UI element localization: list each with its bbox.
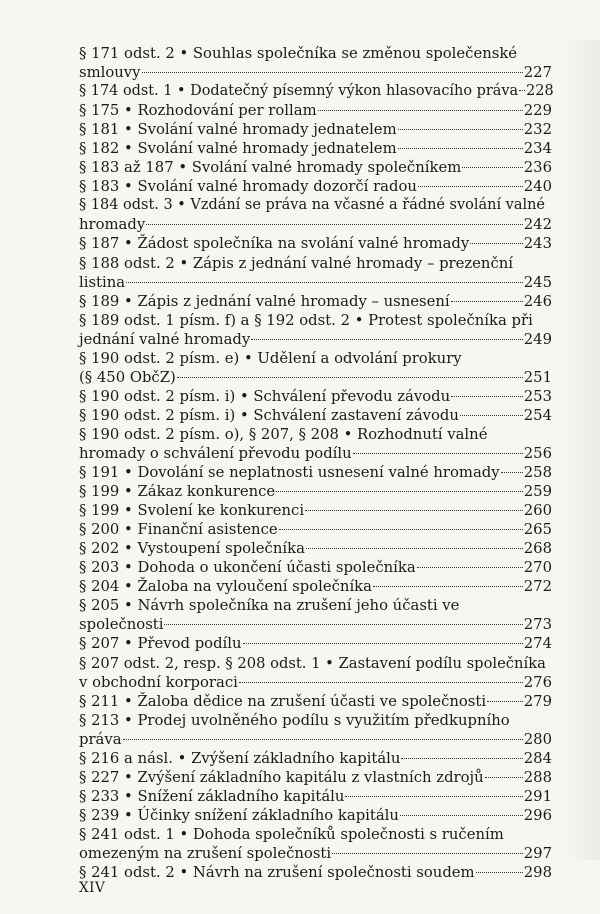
dot-leader <box>373 586 523 587</box>
toc-page-number: 260 <box>523 502 552 520</box>
toc-entry-title: § 183 až 187 • Svolání valné hromady společníkem <box>79 159 462 177</box>
toc-entry-line <box>79 444 552 463</box>
dot-leader <box>305 510 523 511</box>
toc-entry <box>79 654 552 692</box>
toc-page-number: 243 <box>523 235 552 253</box>
toc-page-number: 298 <box>523 864 552 882</box>
toc-entry-title: § 181 • Svolání valné hromady jednatelem <box>79 121 397 139</box>
toc-entry-title: § 207 odst. 2, resp. § 208 odst. 1 • Zastavení podílu společníka <box>79 654 546 672</box>
toc-page-number: 249 <box>523 330 552 348</box>
page-number: XIV <box>79 880 106 896</box>
toc-entry <box>79 787 552 806</box>
toc-page-number: 258 <box>523 464 552 482</box>
toc-entry-line <box>79 349 552 368</box>
toc-page-number: 246 <box>523 292 552 310</box>
toc-entry-title: § 171 odst. 2 • Souhlas společníka se změnou společenské <box>79 45 518 62</box>
toc-entry-title: § 203 • Dohoda o ukončení účasti společníka <box>79 559 416 577</box>
toc-page-number: 227 <box>523 64 552 82</box>
toc-entry <box>79 120 552 139</box>
toc-page-number: 228 <box>526 83 554 100</box>
toc-entry-line <box>79 634 552 653</box>
toc-entry-title: § 239 • Účinky snížení základního kapitálu <box>79 806 399 824</box>
toc-entry-line <box>79 577 552 596</box>
toc-entry-line <box>79 673 552 692</box>
toc-entry-title: § 190 odst. 2 písm. i) • Schválení zastavení závodu <box>79 406 459 424</box>
dot-leader <box>501 472 523 473</box>
toc-entry-line <box>79 768 552 787</box>
toc-entry <box>79 596 552 634</box>
toc-entry-title: § 241 odst. 2 • Návrh na zrušení společnosti soudem <box>79 864 475 882</box>
dot-leader <box>332 853 523 854</box>
toc-entry-title: § 183 • Svolání valné hromady dozorčí radou <box>79 178 417 196</box>
dot-leader <box>146 224 523 225</box>
toc-page-number: 270 <box>523 559 552 577</box>
toc-page-number: 256 <box>523 444 552 462</box>
toc-entry <box>79 539 552 558</box>
dot-leader <box>306 548 523 549</box>
dot-leader <box>460 415 523 416</box>
toc-entry-line <box>79 787 552 806</box>
toc-page-number: 265 <box>523 521 552 539</box>
toc-entry-line <box>79 196 552 215</box>
toc-entry-line <box>79 177 552 196</box>
toc-entry <box>79 711 552 749</box>
dot-leader <box>398 148 523 149</box>
toc-entry-title: § 216 a násl. • Zvýšení základního kapitálu <box>79 749 401 767</box>
toc-entry-line <box>79 692 552 711</box>
toc-entry-title: (§ 450 ObčZ) <box>79 368 176 386</box>
dot-leader <box>462 167 523 168</box>
toc-entry <box>79 196 552 234</box>
dot-leader <box>417 567 523 568</box>
toc-entry-title: § 184 odst. 3 • Vzdání se práva na včasné a řádné svolání valné <box>79 197 545 214</box>
dot-leader <box>239 682 523 683</box>
toc-entry-title: § 190 odst. 2 písm. e) • Udělení a odvolání prokury <box>79 349 462 367</box>
toc-entry-title: hromady <box>79 216 146 234</box>
dot-leader <box>126 282 523 283</box>
dot-leader <box>142 72 523 73</box>
toc-entry-line <box>79 101 552 120</box>
toc-entry <box>79 825 552 863</box>
dot-leader <box>177 377 523 378</box>
toc-entry-title: § 207 • Převod podílu <box>79 635 242 653</box>
toc-entry-line <box>79 120 552 139</box>
toc-entry-line <box>79 273 552 292</box>
toc-entry-title: § 204 • Žaloba na vyloučení společníka <box>79 578 372 596</box>
toc-entry-title: společnosti <box>79 616 164 634</box>
toc-entry-title: § 205 • Návrh společníka na zrušení jeho účasti ve <box>79 597 460 615</box>
toc-page-number: 253 <box>523 387 552 405</box>
toc-entry-title: § 227 • Zvýšení základního kapitálu z vlastních zdrojů <box>79 768 484 786</box>
dot-leader <box>353 453 523 454</box>
toc-entry <box>79 482 552 501</box>
toc-entry-title: § 190 odst. 2 písm. i) • Schválení převodu závodu <box>79 387 451 405</box>
toc-entry-line <box>79 463 552 482</box>
toc-entry <box>79 692 552 711</box>
toc-page-number: 251 <box>523 368 552 386</box>
toc-entry-title: § 233 • Snížení základního kapitálu <box>79 787 345 805</box>
toc-entry <box>79 158 552 177</box>
toc-entry <box>79 425 552 463</box>
toc-entry-title: jednání valné hromady <box>79 330 251 348</box>
toc-entry-line <box>79 749 552 768</box>
toc-entry-line <box>79 558 552 577</box>
toc-entry-title: § 202 • Vystoupení společníka <box>79 540 305 558</box>
dot-leader <box>318 110 523 111</box>
toc-entry-line <box>79 844 552 863</box>
toc-entry-line <box>79 482 552 501</box>
toc-entry-line <box>79 654 552 673</box>
toc-entry-title: § 187 • Žádost společníka na svolání valné hromady <box>79 235 470 253</box>
toc-entry-line <box>79 139 552 158</box>
toc-entry <box>79 863 552 882</box>
toc-entry <box>79 387 552 406</box>
dot-leader <box>279 529 523 530</box>
toc-entry-line <box>79 82 552 101</box>
toc-entry-title: omezeným na zrušení společnosti <box>79 844 332 862</box>
toc-entry-line <box>79 711 552 730</box>
toc-page-number: 268 <box>523 540 552 558</box>
toc-entry-line <box>79 825 552 844</box>
dot-leader <box>243 643 523 644</box>
toc-entry <box>79 768 552 787</box>
toc-entry-line <box>79 330 552 349</box>
toc-entry <box>79 254 552 292</box>
toc-entry-line <box>79 292 552 311</box>
toc-entry <box>79 520 552 539</box>
toc-entry-line <box>79 406 552 425</box>
toc-entry <box>79 558 552 577</box>
toc-entry <box>79 406 552 425</box>
toc-entry-title: listina <box>79 273 126 291</box>
toc-entry <box>79 749 552 768</box>
toc-page-number: 280 <box>523 730 552 748</box>
dot-leader <box>451 396 523 397</box>
dot-leader <box>398 129 523 130</box>
toc-entry-title: hromady o schválení převodu podílu <box>79 444 352 462</box>
toc-page-number: 274 <box>523 635 552 653</box>
table-of-contents <box>79 44 552 882</box>
toc-entry <box>79 463 552 482</box>
toc-page-number: 276 <box>523 673 552 691</box>
dot-leader <box>164 624 522 625</box>
dot-leader <box>400 815 523 816</box>
dot-leader <box>251 339 523 340</box>
toc-entry <box>79 292 552 311</box>
toc-entry-title: § 191 • Dovolání se neplatnosti usnesení valné hromady <box>79 464 500 482</box>
toc-entry-title: § 200 • Finanční asistence <box>79 521 278 539</box>
toc-entry <box>79 234 552 253</box>
toc-entry-line <box>79 215 552 234</box>
toc-page-number: 236 <box>523 159 552 177</box>
toc-page-number: 245 <box>523 273 552 291</box>
toc-page-number: 291 <box>523 787 552 805</box>
toc-entry-line <box>79 730 552 749</box>
toc-entry <box>79 806 552 825</box>
toc-entry <box>79 349 552 387</box>
toc-page-number: 279 <box>523 692 552 710</box>
toc-entry-line <box>79 234 552 253</box>
toc-entry-title: § 190 odst. 2 písm. o), § 207, § 208 • Rozhodnutí valné <box>79 425 488 443</box>
dot-leader <box>345 796 522 797</box>
toc-entry-title: § 174 odst. 1 • Dodatečný písemný výkon hlasovacího práva <box>79 83 519 100</box>
toc-entry <box>79 44 552 82</box>
toc-entry-line <box>79 158 552 177</box>
dot-leader <box>487 701 523 702</box>
dot-leader <box>476 872 523 873</box>
dot-leader <box>470 243 523 244</box>
toc-entry-title: § 175 • Rozhodování per rollam <box>79 102 317 120</box>
dot-leader <box>451 301 523 302</box>
toc-entry-line <box>79 806 552 825</box>
toc-entry-line <box>79 501 552 520</box>
toc-entry-title: § 211 • Žaloba dědice na zrušení účasti ve společnosti <box>79 692 487 710</box>
toc-entry-title: § 188 odst. 2 • Zápis z jednání valné hromady – prezenční <box>79 254 514 272</box>
toc-entry-line <box>79 387 552 406</box>
toc-entry-title: § 182 • Svolání valné hromady jednatelem <box>79 140 397 158</box>
toc-entry-line <box>79 596 552 615</box>
toc-page-number: 284 <box>523 749 552 767</box>
toc-entry <box>79 177 552 196</box>
toc-entry-line <box>79 254 552 273</box>
toc-entry-line <box>79 615 552 634</box>
page-edge-shadow <box>566 40 600 860</box>
toc-page-number: 242 <box>523 216 552 234</box>
toc-page-number: 234 <box>523 140 552 158</box>
toc-page-number: 288 <box>523 768 552 786</box>
toc-entry-title: v obchodní korporaci <box>79 673 238 691</box>
toc-entry <box>79 311 552 349</box>
toc-entry <box>79 139 552 158</box>
toc-page-number: 273 <box>523 616 552 634</box>
toc-entry-title: § 189 • Zápis z jednání valné hromady – usnesení <box>79 292 450 310</box>
toc-entry-line <box>79 863 552 882</box>
toc-entry-line <box>79 425 552 444</box>
dot-leader <box>418 186 523 187</box>
toc-entry-title: § 199 • Svolení ke konkurenci <box>79 502 305 520</box>
toc-entry-line <box>79 539 552 558</box>
toc-entry <box>79 634 552 653</box>
toc-entry-title: § 241 odst. 1 • Dohoda společníků společnosti s ručením <box>79 825 504 843</box>
toc-entry <box>79 501 552 520</box>
toc-page-number: 296 <box>523 806 552 824</box>
dot-leader <box>123 739 523 740</box>
dot-leader <box>485 777 523 778</box>
toc-page-number: 272 <box>523 578 552 596</box>
toc-entry-title: § 199 • Zákaz konkurence <box>79 483 276 501</box>
toc-entry-title: práva <box>79 730 122 748</box>
toc-entry-line <box>79 63 552 82</box>
dot-leader <box>276 491 523 492</box>
toc-entry-title: § 213 • Prodej uvolněného podílu s využitím předkupního <box>79 711 510 729</box>
toc-entry <box>79 101 552 120</box>
toc-page-number: 229 <box>523 102 552 120</box>
toc-entry-title: smlouvy <box>79 64 141 82</box>
toc-entry <box>79 82 552 101</box>
toc-entry <box>79 577 552 596</box>
dot-leader <box>401 758 522 759</box>
toc-entry-line <box>79 520 552 539</box>
toc-page-number: 240 <box>523 178 552 196</box>
toc-entry-line <box>79 44 552 63</box>
toc-entry-line <box>79 311 552 330</box>
toc-entry-title: § 189 odst. 1 písm. f) a § 192 odst. 2 • Protest společníka při <box>79 311 533 329</box>
toc-page-number: 259 <box>523 483 552 501</box>
toc-page-number: 232 <box>523 121 552 139</box>
toc-page-number: 254 <box>523 406 552 424</box>
toc-entry-line <box>79 368 552 387</box>
toc-page-number: 297 <box>523 844 552 862</box>
dot-leader <box>519 90 525 91</box>
